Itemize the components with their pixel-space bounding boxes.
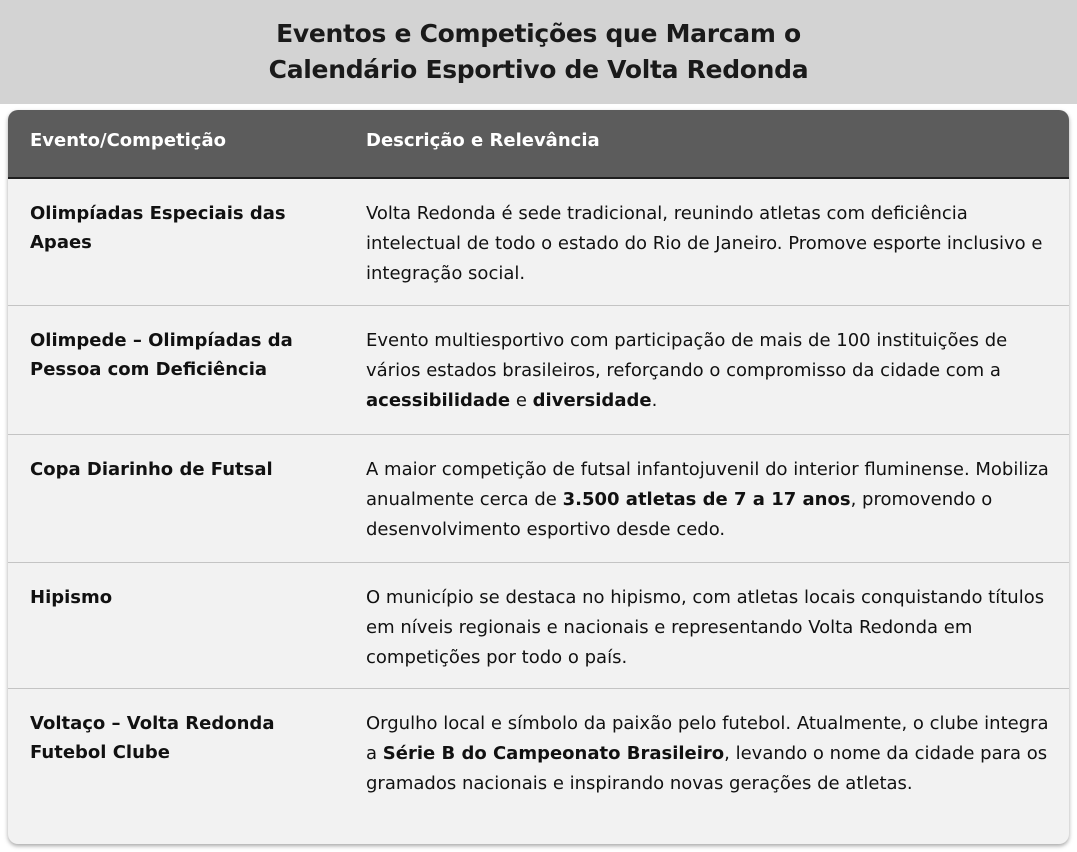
description-text: .: [651, 390, 658, 411]
column-header-event: Evento/Competição: [30, 130, 226, 151]
description-text: Orgulho local e símbolo da paixão pelo futebol. Atualmente, o clube integra a: [366, 713, 1049, 764]
event-description: [366, 326, 1056, 416]
table-row: [8, 435, 1069, 563]
events-table: [8, 110, 1069, 844]
bold-highlight: diversidade: [532, 390, 652, 411]
event-description: [366, 199, 1056, 289]
event-name: Copa Diarinho de Futsal: [30, 459, 273, 480]
event-name: Voltaço – Volta Redonda Futebol Clube: [30, 713, 275, 763]
description-text: e: [510, 390, 533, 411]
page-title-line-2: Calendário Esportivo de Volta Redonda: [268, 55, 809, 84]
event-description: [366, 455, 1056, 545]
table-row: [8, 563, 1069, 689]
title-banner: [0, 0, 1077, 104]
description-text: , levando o nome da cidade para os gramados nacionais e inspirando novas gerações de atletas.: [366, 743, 1048, 794]
table-row: [8, 689, 1069, 844]
description-text: Evento multiesportivo com participação de mais de 100 instituições de vários estados brasileiros, reforçando o compromisso da cidade com a: [366, 330, 1008, 381]
description-text: A maior competição de futsal infantojuvenil do interior fluminense. Mobiliza anualmente cerca de: [366, 459, 1049, 510]
event-description: [366, 709, 1056, 799]
table-header: [8, 110, 1069, 179]
description-text: , promovendo o desenvolvimento esportivo desde cedo.: [366, 489, 993, 540]
event-description: [366, 583, 1056, 673]
description-text: O município se destaca no hipismo, com atletas locais conquistando títulos em níveis regionais e nacionais e representando Volta Redonda em competições por todo o país.: [366, 587, 1045, 668]
table-row: [8, 179, 1069, 306]
bold-highlight: 3.500 atletas de 7 a 17 anos: [562, 489, 851, 510]
bold-highlight: Série B do Campeonato Brasileiro: [382, 743, 725, 764]
description-text: Volta Redonda é sede tradicional, reunindo atletas com deficiência intelectual de todo o estado do Rio de Janeiro. Promove esporte inclusivo e integração social.: [366, 203, 1043, 284]
event-name: Olimpíadas Especiais das Apaes: [30, 203, 286, 253]
bold-highlight: acessibilidade: [366, 390, 511, 411]
event-name: Olimpede – Olimpíadas da Pessoa com Deficiência: [30, 330, 293, 380]
table-row: [8, 306, 1069, 435]
column-header-description: Descrição e Relevância: [366, 130, 600, 151]
page-title-line-1: Eventos e Competições que Marcam o: [276, 19, 801, 48]
event-name: Hipismo: [30, 587, 113, 608]
